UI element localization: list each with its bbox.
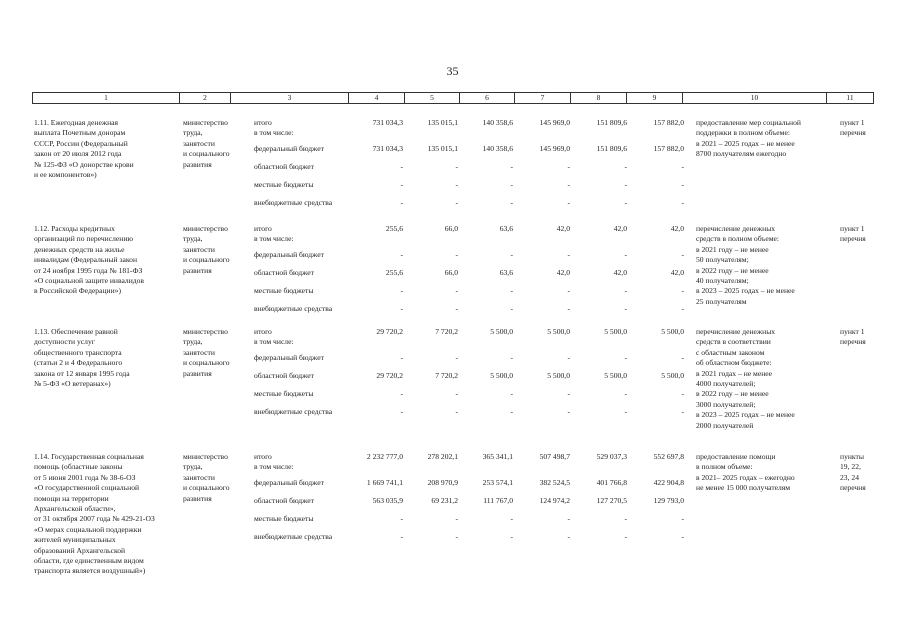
- row-name: 1.12. Расходы кредитных организаций по перечислению денежных средств на жилье инвалидам (Федеральный закон от 24 ноября 1995 года № 181-ФЗ «О социальной защите инвалидов в Российской Федерации»): [34, 224, 145, 296]
- row-value: -: [624, 198, 627, 207]
- row-value: -: [510, 532, 513, 541]
- row-value: 422 904,8: [653, 478, 684, 487]
- row-value: -: [624, 532, 627, 541]
- row-value: -: [567, 532, 570, 541]
- row-value: 66,0: [444, 224, 458, 233]
- row-value: -: [400, 162, 403, 171]
- row-value: -: [567, 407, 570, 416]
- row-value: -: [567, 162, 570, 171]
- row-value: -: [400, 532, 403, 541]
- row-value: 124 974,2: [539, 496, 570, 505]
- row-value: -: [455, 532, 458, 541]
- row-name: 1.13. Обеспечение равной доступности услуг общественного транспорта (статьи 2 и 4 Федерального закона от 12 января 1995 года № 5-ФЗ «О ветеранах»): [34, 327, 130, 389]
- row-value: 140 358,6: [482, 118, 513, 127]
- header-col-3: 3: [231, 93, 349, 103]
- row-reference: пункт 1 перечня: [840, 327, 866, 347]
- row-value: -: [624, 514, 627, 523]
- row-value: 5 500,0: [604, 327, 627, 336]
- row-source: внебюджетные средства: [254, 407, 333, 416]
- row-value: 1 669 741,1: [366, 478, 403, 487]
- row-value: 552 697,8: [653, 452, 684, 461]
- row-value: -: [567, 514, 570, 523]
- row-value: 157 882,0: [653, 144, 684, 153]
- row-value: 42,0: [670, 224, 684, 233]
- row-value: 731 034,3: [372, 118, 403, 127]
- row-value: 255,6: [385, 268, 403, 277]
- row-value: 563 035,9: [372, 496, 403, 505]
- row-value: 63,6: [499, 268, 513, 277]
- row-value: -: [567, 353, 570, 362]
- row-value: -: [400, 286, 403, 295]
- row-value: 127 270,5: [596, 496, 627, 505]
- row-source: итого в том числе:: [254, 118, 294, 138]
- row-value: -: [567, 389, 570, 398]
- row-result: предоставление мер социальной поддержки в полном объеме: в 2021 – 2025 годах – не менее 8700 получателям ежегодно: [696, 118, 801, 159]
- row-value: 5 500,0: [547, 327, 570, 336]
- row-value: -: [510, 250, 513, 259]
- row-value: 135 015,1: [427, 144, 458, 153]
- row-reference: пункт 1 перечня: [840, 224, 866, 244]
- row-value: -: [455, 407, 458, 416]
- row-value: 145 969,0: [539, 144, 570, 153]
- row-value: -: [510, 407, 513, 416]
- row-value: -: [455, 250, 458, 259]
- row-value: -: [624, 407, 627, 416]
- row-value: 5 500,0: [490, 327, 513, 336]
- row-source: областной бюджет: [254, 162, 314, 171]
- row-source: внебюджетные средства: [254, 198, 333, 207]
- row-source: местные бюджеты: [254, 389, 314, 398]
- row-value: 208 970,9: [427, 478, 458, 487]
- row-source: федеральный бюджет: [254, 353, 324, 362]
- row-value: 66,0: [444, 268, 458, 277]
- row-source: местные бюджеты: [254, 286, 314, 295]
- row-value: 253 574,1: [482, 478, 513, 487]
- row-name: 1.14. Государственная социальная помощь (областные законы от 5 июня 2001 года № 38-6-ОЗ «О государственной социальной помощи на территории Архангельской области», от 31 октября 2007 года № 429-21-ОЗ «О мерах социальной поддержки жителей муниципальных образований Архангельской области, где единственным видом транспорта является воздушный»): [34, 452, 155, 576]
- header-col-1: 1: [33, 93, 180, 103]
- row-value: -: [400, 353, 403, 362]
- row-source: итого в том числе:: [254, 452, 294, 472]
- row-value: -: [455, 389, 458, 398]
- row-value: -: [455, 180, 458, 189]
- row-value: -: [681, 162, 684, 171]
- row-value: 5 500,0: [604, 371, 627, 380]
- row-value: 63,6: [499, 224, 513, 233]
- row-value: 529 037,3: [596, 452, 627, 461]
- row-reference: пункты 19, 22, 23, 24 перечня: [840, 452, 866, 493]
- row-result: перечисление денежных средств в полном объеме: в 2021 году – не менее 50 получателям; в 2022 году – не менее 40 получателям; в 2023 – 2025 годах – не менее 25 получателям: [696, 224, 795, 306]
- row-value: 69 231,2: [431, 496, 458, 505]
- row-value: 140 358,6: [482, 144, 513, 153]
- row-value: -: [681, 180, 684, 189]
- row-value: 42,0: [613, 268, 627, 277]
- row-value: -: [510, 198, 513, 207]
- row-executor: министерство труда, занятости и социального развития: [183, 327, 230, 378]
- row-value: 5 500,0: [661, 371, 684, 380]
- row-value: 382 524,5: [539, 478, 570, 487]
- header-col-2: 2: [180, 93, 231, 103]
- row-value: -: [681, 353, 684, 362]
- row-executor: министерство труда, занятости и социального развития: [183, 118, 230, 169]
- row-value: -: [400, 250, 403, 259]
- row-name: 1.11. Ежегодная денежная выплата Почетным донорам СССР, России (Федеральный закон от 20 июля 2012 года № 125-ФЗ «О донорстве крови и ее компонентов»): [34, 118, 134, 180]
- row-value: -: [510, 514, 513, 523]
- row-value: 5 500,0: [547, 371, 570, 380]
- row-value: 42,0: [670, 268, 684, 277]
- row-value: 111 767,0: [483, 496, 513, 505]
- row-value: 42,0: [556, 224, 570, 233]
- row-value: -: [400, 389, 403, 398]
- row-value: -: [455, 198, 458, 207]
- row-executor: министерство труда, занятости и социального развития: [183, 224, 230, 275]
- page-number: 35: [446, 64, 459, 78]
- row-value: -: [567, 198, 570, 207]
- row-value: -: [455, 286, 458, 295]
- row-source: итого в том числе:: [254, 224, 294, 244]
- row-value: 42,0: [556, 268, 570, 277]
- row-value: -: [400, 304, 403, 313]
- row-value: -: [510, 353, 513, 362]
- row-value: -: [567, 304, 570, 313]
- row-value: -: [400, 180, 403, 189]
- row-value: 278 202,1: [427, 452, 458, 461]
- row-value: -: [455, 353, 458, 362]
- row-source: местные бюджеты: [254, 180, 314, 189]
- row-source: областной бюджет: [254, 496, 314, 505]
- header-col-6: 6: [460, 93, 515, 103]
- row-reference: пункт 1 перечня: [840, 118, 866, 138]
- row-value: -: [510, 180, 513, 189]
- row-source: федеральный бюджет: [254, 144, 324, 153]
- row-value: 29 720,2: [376, 327, 403, 336]
- row-value: 2 232 777,0: [366, 452, 403, 461]
- row-value: -: [510, 389, 513, 398]
- row-value: -: [510, 162, 513, 171]
- header-col-11: 11: [846, 93, 854, 102]
- row-value: -: [510, 286, 513, 295]
- row-value: -: [681, 304, 684, 313]
- row-value: -: [624, 162, 627, 171]
- row-value: -: [455, 304, 458, 313]
- row-value: -: [681, 514, 684, 523]
- row-source: местные бюджеты: [254, 514, 314, 523]
- row-value: -: [624, 353, 627, 362]
- row-value: -: [624, 304, 627, 313]
- row-source: внебюджетные средства: [254, 532, 333, 541]
- header-col-9: 9: [627, 93, 683, 103]
- row-value: 5 500,0: [661, 327, 684, 336]
- row-value: 157 882,0: [653, 118, 684, 127]
- row-value: 7 720,2: [435, 327, 458, 336]
- row-value: -: [681, 198, 684, 207]
- row-value: -: [624, 389, 627, 398]
- row-value: 731 034,3: [372, 144, 403, 153]
- row-value: -: [400, 198, 403, 207]
- header-col-8: 8: [571, 93, 627, 103]
- row-value: -: [681, 532, 684, 541]
- row-value: -: [681, 286, 684, 295]
- row-value: -: [624, 250, 627, 259]
- row-value: -: [681, 407, 684, 416]
- row-value: 507 498,7: [539, 452, 570, 461]
- header-col-7: 7: [515, 93, 571, 103]
- table-header: [32, 92, 874, 104]
- row-value: 129 793,0: [653, 496, 684, 505]
- row-value: -: [567, 286, 570, 295]
- row-value: 7 720,2: [435, 371, 458, 380]
- row-value: 135 015,1: [427, 118, 458, 127]
- row-executor: министерство труда, занятости и социального развития: [183, 452, 230, 503]
- row-source: итого в том числе:: [254, 327, 294, 347]
- row-value: 365 341,1: [482, 452, 513, 461]
- row-source: федеральный бюджет: [254, 478, 324, 487]
- header-col-4: 4: [349, 93, 405, 103]
- row-value: -: [681, 389, 684, 398]
- row-value: -: [624, 286, 627, 295]
- row-value: 145 969,0: [539, 118, 570, 127]
- row-value: 151 809,6: [596, 118, 627, 127]
- header-col-5: 5: [405, 93, 460, 103]
- row-value: -: [510, 304, 513, 313]
- row-value: -: [624, 180, 627, 189]
- row-value: -: [681, 250, 684, 259]
- header-col-10: 10: [683, 93, 827, 103]
- row-result: перечисление денежных средств в соответствии с областным законом об областном бюджете: в 2021 годах – не менее 4000 получателей; в 2022 году – не менее 3000 получателей; в 2023 – 2025 годах – не менее 2000 получателей: [696, 327, 795, 430]
- row-value: -: [455, 514, 458, 523]
- row-value: 151 809,6: [596, 144, 627, 153]
- row-value: -: [400, 514, 403, 523]
- row-value: -: [567, 250, 570, 259]
- row-value: -: [455, 162, 458, 171]
- row-source: федеральный бюджет: [254, 250, 324, 259]
- row-source: внебюджетные средства: [254, 304, 333, 313]
- row-value: 42,0: [613, 224, 627, 233]
- row-value: -: [400, 407, 403, 416]
- row-value: 255,6: [385, 224, 403, 233]
- row-value: 401 766,8: [596, 478, 627, 487]
- row-source: областной бюджет: [254, 268, 314, 277]
- row-value: 5 500,0: [490, 371, 513, 380]
- row-result: предоставление помощи в полном объеме: в 2021– 2025 годах – ежегодно не менее 15 000 получателям: [696, 452, 795, 493]
- row-value: -: [567, 180, 570, 189]
- row-value: 29 720,2: [376, 371, 403, 380]
- row-source: областной бюджет: [254, 371, 314, 380]
